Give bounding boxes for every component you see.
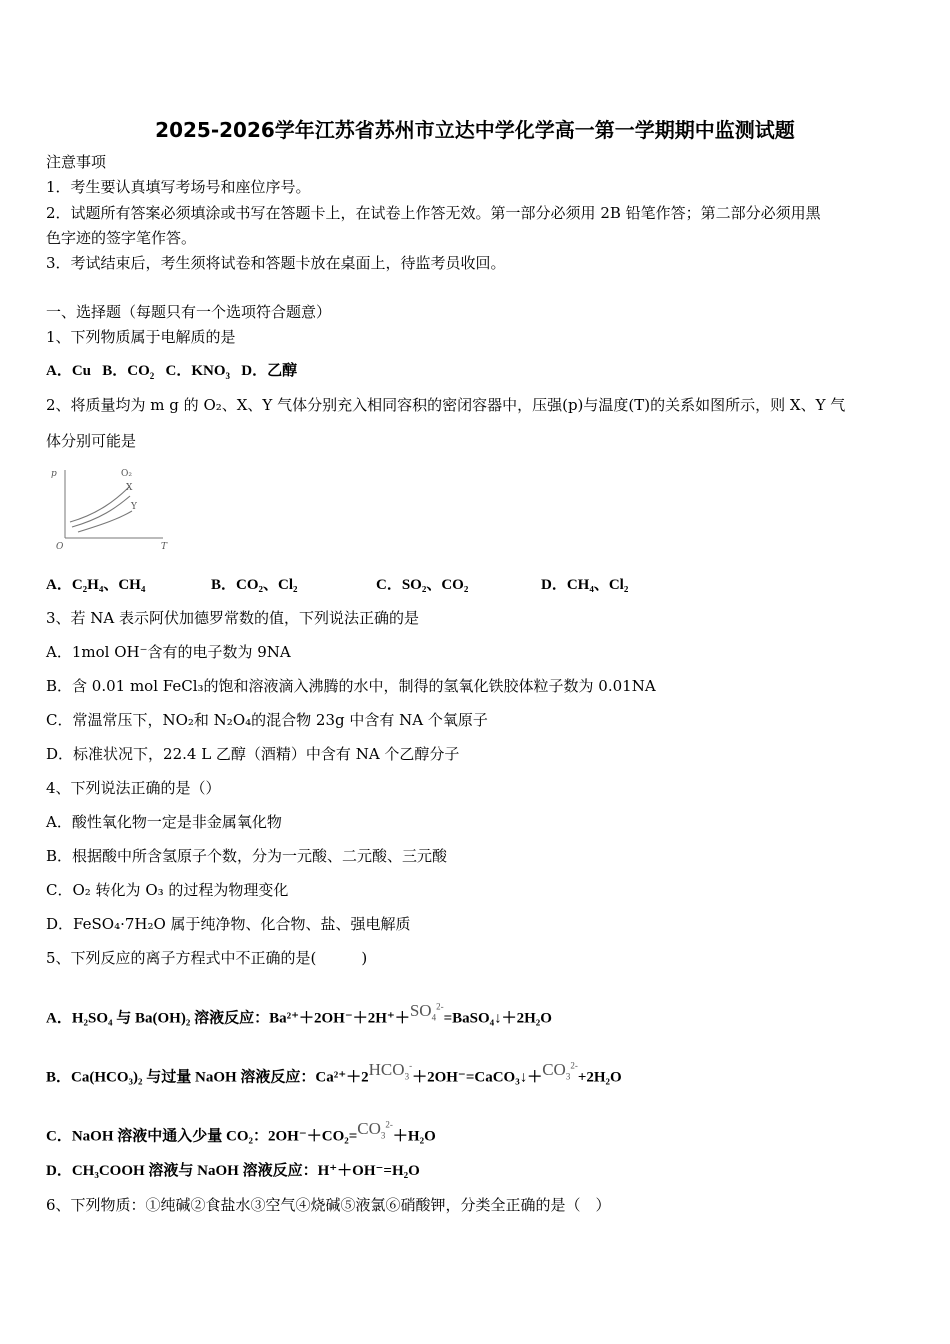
q1-option-a[interactable]: A．Cu	[46, 363, 92, 379]
x-curve	[72, 496, 130, 527]
bicarbonate-ion: $HCO_3^-$	[368, 1059, 413, 1082]
o2-label: O₂	[121, 469, 132, 479]
t-axis-label: T	[161, 542, 168, 552]
q1-option-b[interactable]: B．$CO_2$	[102, 363, 155, 381]
q2-option-a[interactable]: A．C₂H₄、CH₄	[46, 577, 146, 593]
note-2: 2．试题所有答案必须填涂或书写在答题卡上，在试卷上作答无效。第一部分必须用 2B 铅笔作答；第二部分必须用黑	[46, 204, 821, 222]
q2-stem-cont: 体分别可能是	[46, 432, 137, 450]
origin-label: O	[56, 542, 64, 552]
q5-option-a[interactable]: A．H₂SO₄ 与 Ba(OH)₂ 溶液反应：$Ba^{2+}+2OH^-+2H^++SO_4^{2-}=BaSO_4↓+2H_2O$	[46, 1000, 552, 1027]
q3-option-d[interactable]: D．标准状况下，22.4 L 乙醇（酒精）中含有 NA 个乙醇分子	[46, 745, 460, 763]
q4-stem: 4、下列说法正确的是（）	[46, 779, 221, 797]
q2-option-c[interactable]: C．SO₂、CO₂	[376, 577, 469, 593]
q4-option-c[interactable]: C．O₂ 转化为 O₃ 的过程为物理变化	[46, 881, 289, 899]
note-3: 3．考试结束后，考生须将试卷和答题卡放在桌面上，待监考员收回。	[46, 254, 506, 272]
q1-options	[46, 361, 297, 386]
q2-stem: 2、将质量均为 m g 的 O₂、X、Y 气体分别充入相同容积的密闭容器中，压强(p)与温度(T)的关系如图所示，则 X、Y 气	[46, 396, 846, 414]
q2-option-d[interactable]: D．CH₄、Cl₂	[541, 577, 629, 593]
q3-stem: 3、若 NA 表示阿伏加德罗常数的值，下列说法正确的是	[46, 609, 420, 627]
q2-options	[46, 575, 628, 595]
page-title: 2025-2026学年江苏省苏州市立达中学化学高一第一学期期中监测试题	[155, 118, 795, 142]
q1-option-d[interactable]: D．乙醇	[241, 363, 298, 379]
carbonate-ion: $CO_3^{2-}$	[357, 1118, 393, 1141]
q2-option-b[interactable]: B．CO₂、Cl₂	[211, 577, 298, 593]
sulfate-ion: $SO_4^{2-}$	[409, 1000, 444, 1023]
q1-option-c[interactable]: C．$KNO_3$	[165, 363, 231, 381]
pressure-temperature-graph	[48, 464, 173, 552]
q3-option-b[interactable]: B．含 0.01 mol FeCl₃的饱和溶液滴入沸腾的水中，制得的氢氧化铁胶体粒子数为 0.01NA	[46, 677, 656, 695]
q6-stem: 6、下列物质：①纯碱②食盐水③空气④烧碱⑤液氯⑥硝酸钾，分类全正确的是（ ）	[46, 1196, 611, 1214]
carbonate-ion: $CO_3^{2-}$	[542, 1059, 578, 1082]
q5-option-d[interactable]: D．CH₃COOH 溶液与 NaOH 溶液反应：H⁺＋OH⁻=H₂O	[46, 1163, 420, 1179]
p-axis-label: p	[51, 469, 57, 479]
y-label: Y	[131, 502, 137, 512]
q5-stem: 5、下列反应的离子方程式中不正确的是( )	[46, 949, 368, 967]
q4-option-a[interactable]: A．酸性氧化物一定是非金属氧化物	[46, 813, 282, 831]
q3-option-c[interactable]: C．常温常压下，NO₂和 N₂O₄的混合物 23g 中含有 NA 个氧原子	[46, 711, 488, 729]
q3-option-a[interactable]: A．1mol OH⁻含有的电子数为 9NA	[46, 643, 291, 661]
q4-option-d[interactable]: D．FeSO₄·7H₂O 属于纯净物、化合物、盐、强电解质	[46, 915, 411, 933]
notes-heading: 注意事项	[46, 153, 107, 171]
q4-option-b[interactable]: B．根据酸中所含氢原子个数，分为一元酸、二元酸、三元酸	[46, 847, 448, 865]
note-1: 1．考生要认真填写考场号和座位序号。	[46, 178, 311, 196]
q5-option-b[interactable]: B．Ca(HCO₃)₂ 与过量 NaOH 溶液反应：$Ca^{2+}+2HCO_3^-+2OH^-=CaCO_3↓+CO_3^{2-}+2H_2O$	[46, 1059, 622, 1086]
x-label: X	[126, 483, 133, 493]
note-2-cont: 色字迹的签字笔作答。	[46, 229, 197, 247]
section-heading: 一、选择题（每题只有一个选项符合题意）	[46, 303, 332, 321]
q1-stem: 1、下列物质属于电解质的是	[46, 328, 236, 346]
q5-option-c[interactable]: C．NaOH 溶液中通入少量 CO₂：$2OH^-+CO_2=CO_3^{2-}+H_2O$	[46, 1118, 436, 1145]
